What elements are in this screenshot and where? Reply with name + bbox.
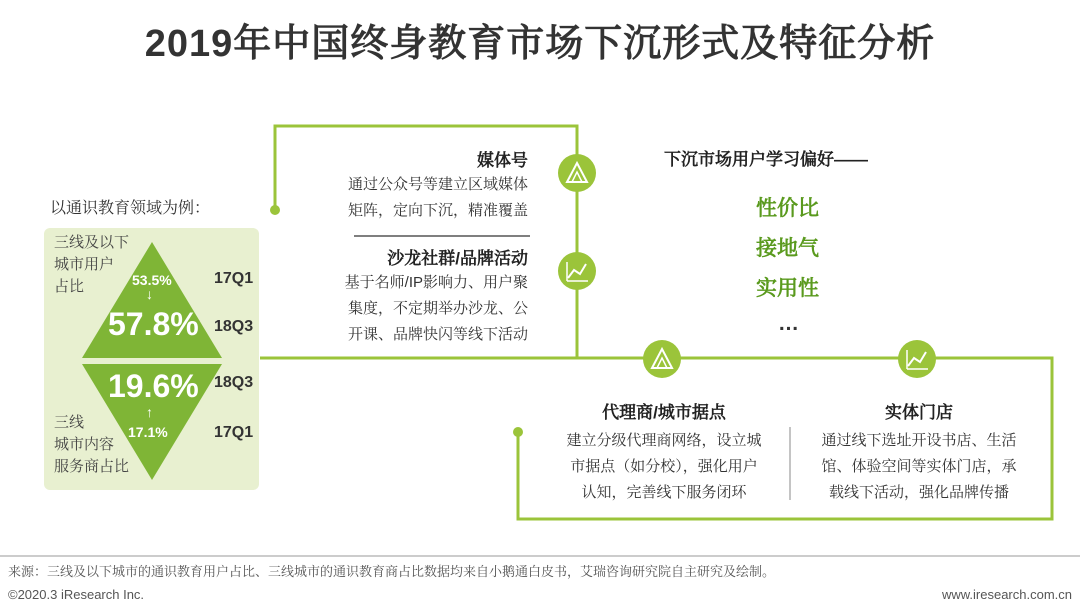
media-heading: 媒体号 xyxy=(477,151,528,170)
upper-small-value: 53.5% xyxy=(132,272,172,288)
triangle-icon xyxy=(558,154,596,192)
upper-label: 三线及以下 城市用户 占比 xyxy=(54,234,130,295)
dot-left xyxy=(270,205,280,215)
store-desc: 通过线下选址开设书店、生活 馆、体验空间等实体门店，承 载线下活动，强化品牌传播 xyxy=(821,432,1017,501)
source-note: 来源：三线及以下城市的通识教育用户占比、三线城市的通识教育商占比数据均来自小鹅通白皮书，艾瑞咨询研究院自主研究及绘制。 xyxy=(8,564,776,579)
lower-small-value: 17.1% xyxy=(128,424,168,440)
lower-label: 三线 城市内容 服务商占比 xyxy=(54,414,130,475)
quarter-label: 17Q1 xyxy=(214,270,254,287)
preference-item: 接地气 xyxy=(756,237,819,260)
intro-text: 以通识教育领域为例： xyxy=(50,200,211,217)
up-arrow-down: ↓ xyxy=(146,286,153,302)
chart-icon xyxy=(558,252,596,290)
dot-bottom xyxy=(513,427,523,437)
up-arrow-up: ↑ xyxy=(146,404,153,420)
upper-big-value: 57.8% xyxy=(108,306,199,342)
website-link[interactable]: www.iresearch.com.cn xyxy=(941,587,1072,602)
preference-ellipsis: … xyxy=(778,312,799,335)
agent-desc: 建立分级代理商网络，设立城 市据点（如分校），强化用户 认知，完善线下服务闭环 xyxy=(566,432,762,501)
preference-item: 性价比 xyxy=(756,197,819,220)
copyright: ©2020.3 iResearch Inc. xyxy=(8,587,145,602)
store-heading: 实体门店 xyxy=(885,403,953,422)
quarter-label: 18Q3 xyxy=(214,374,254,391)
salon-desc: 基于名师/IP影响力、用户聚 集度，不定期举办沙龙、公 开课、品牌快闪等线下活动 xyxy=(344,274,528,343)
media-desc: 通过公众号等建立区域媒体 矩阵，定向下沉，精准覆盖 xyxy=(347,176,528,219)
chart-icon xyxy=(898,340,936,378)
preferences-heading: 下沉市场用户学习偏好—— xyxy=(664,150,868,169)
agent-heading: 代理商/城市据点 xyxy=(602,403,726,422)
triangle-icon xyxy=(643,340,681,378)
page-title: 2019年中国终身教育市场下沉形式及特征分析 xyxy=(144,23,936,65)
salon-heading: 沙龙社群/品牌活动 xyxy=(387,249,528,268)
quarter-label: 17Q1 xyxy=(214,424,254,441)
lower-big-value: 19.6% xyxy=(108,368,199,404)
quarter-label: 18Q3 xyxy=(214,318,254,335)
preference-item: 实用性 xyxy=(756,277,819,300)
